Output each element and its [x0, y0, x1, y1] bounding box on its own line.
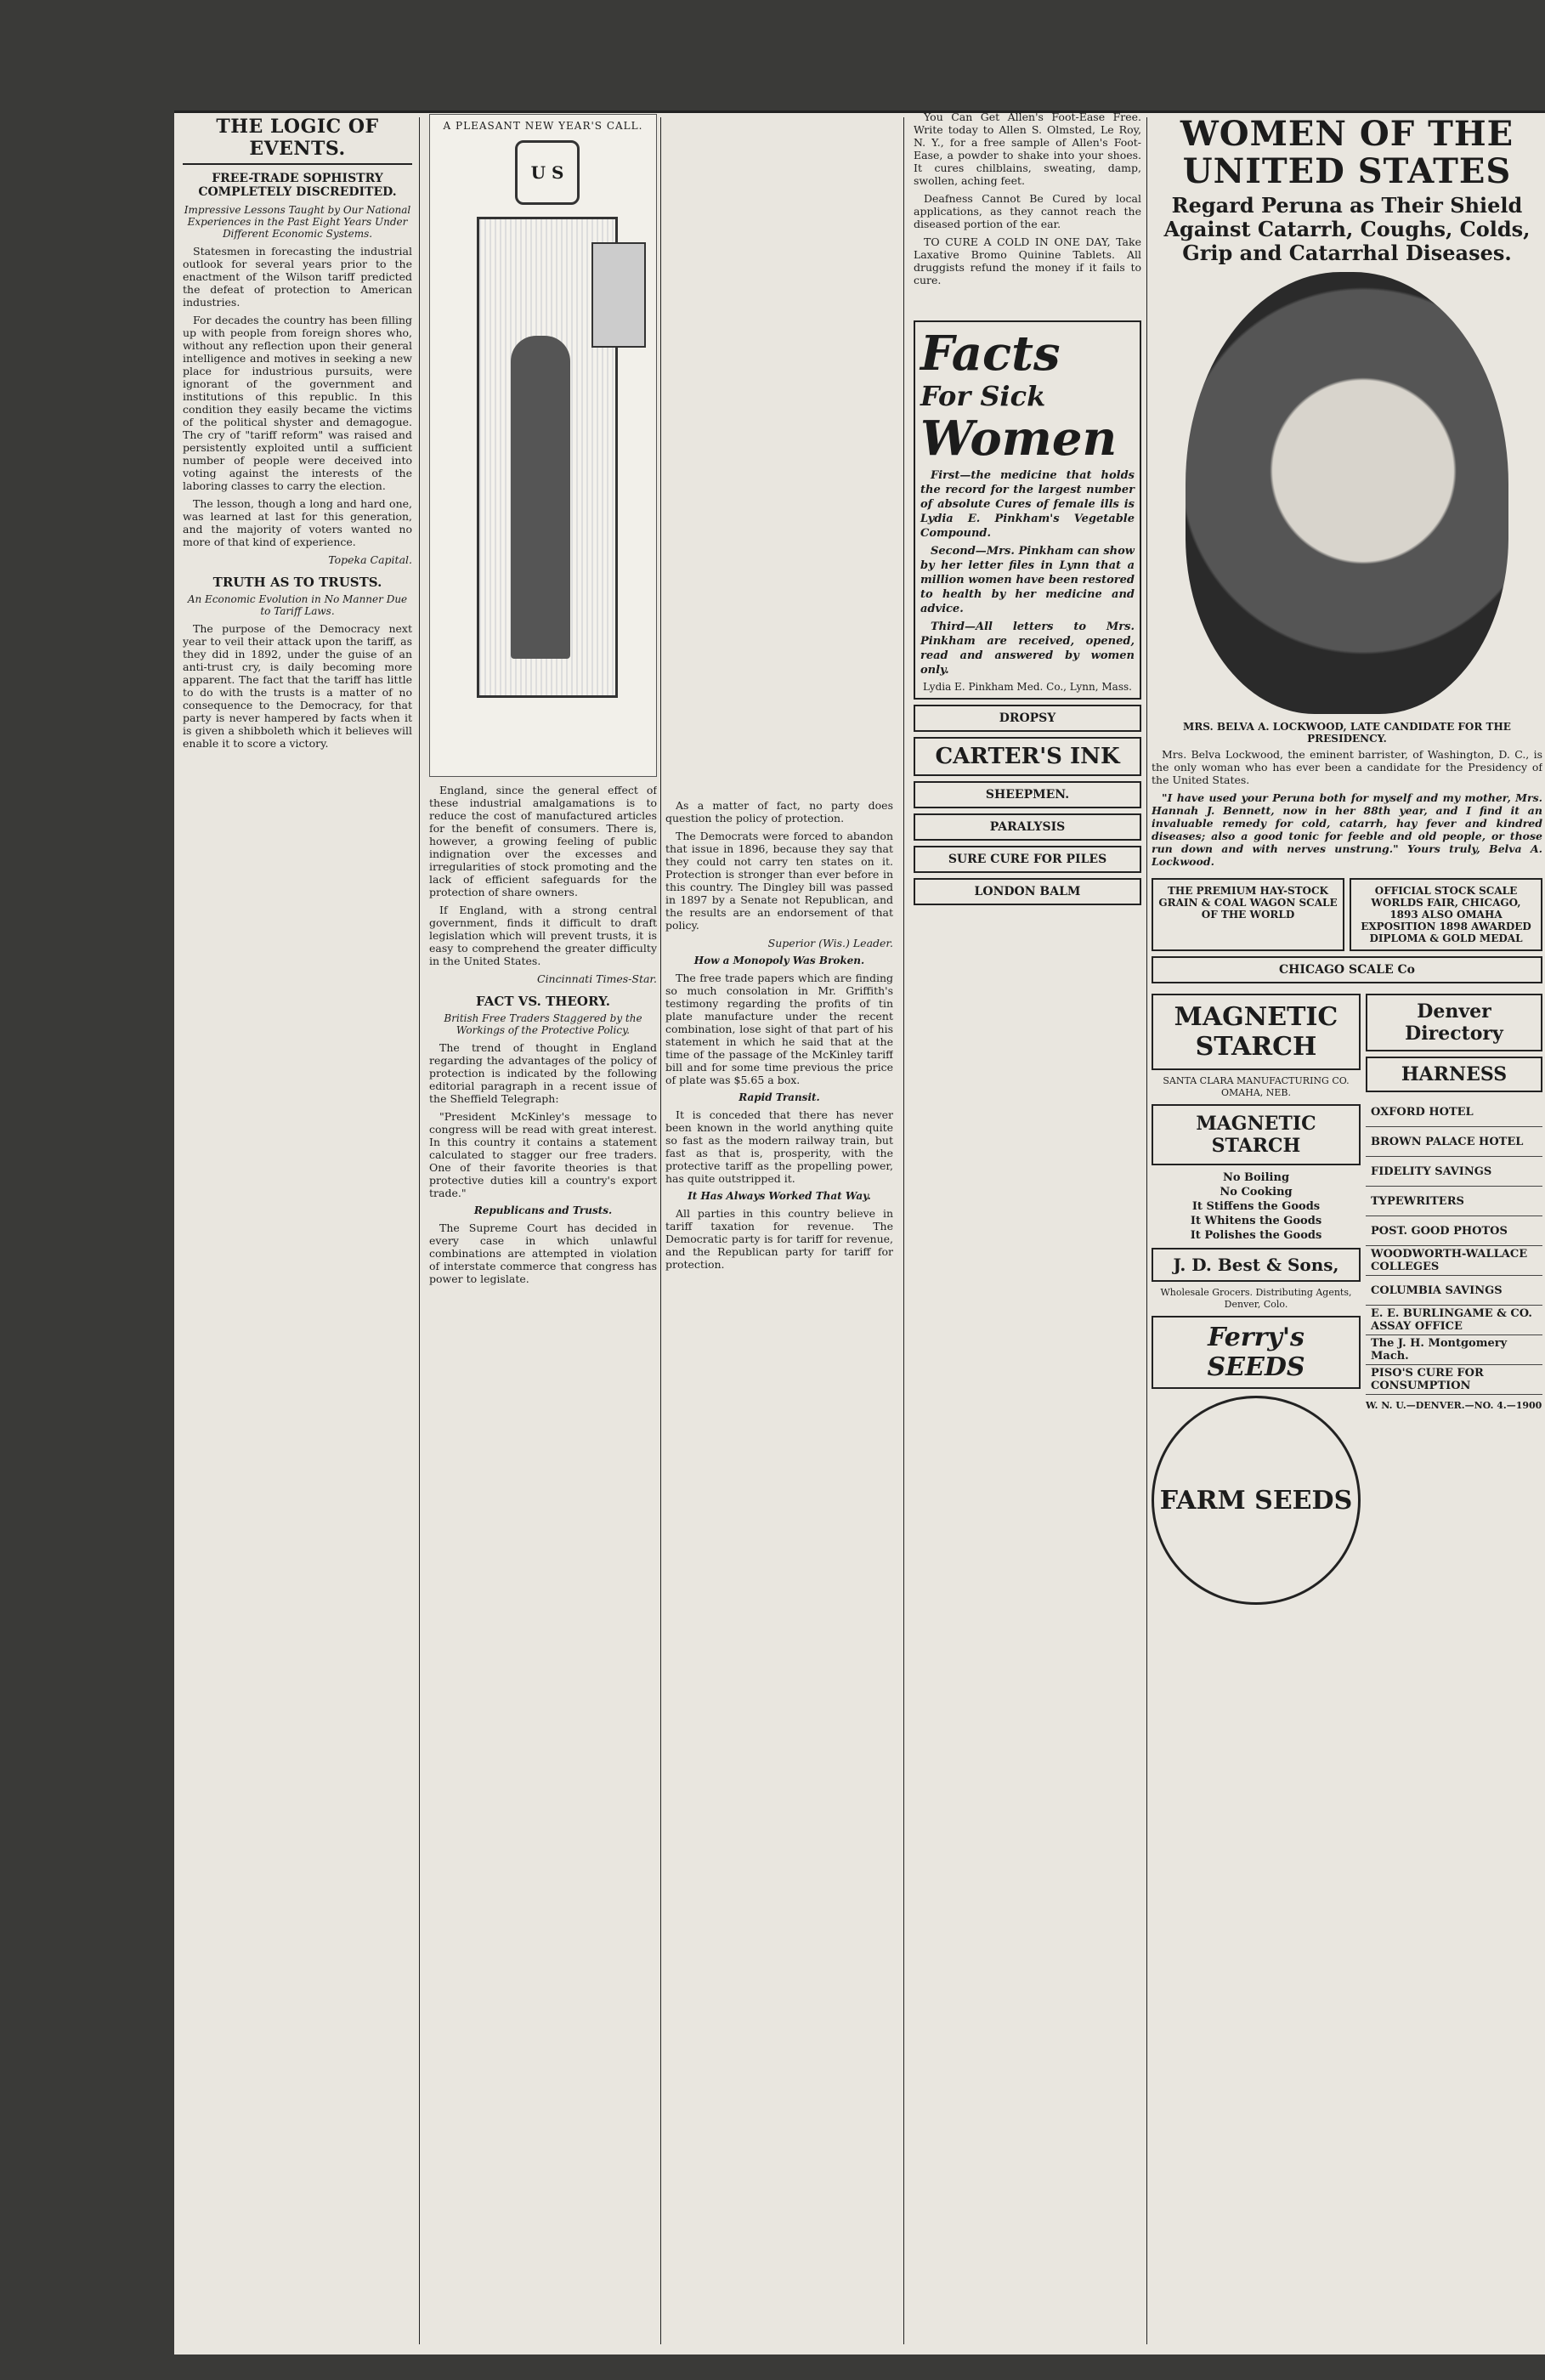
best-sons-ad: J. D. Best & Sons,	[1152, 1248, 1361, 1282]
ad-signature: Lydia E. Pinkham Med. Co., Lynn, Mass.	[923, 681, 1132, 693]
small-ad: You Can Get Allen's Foot-Ease Free. Write today to Allen S. Olmsted, Le Roy, N. Y., for a free sample of Allen's Foot-Ease, a powder to shake into your shoes. It cures chilblains, sweating, damp, swollen, aching feet.	[914, 110, 1141, 187]
ad-text: Third—All letters to Mrs. Pinkham are received, opened, read and answered by women only.	[920, 620, 1135, 677]
article-subdeck: An Economic Evolution in No Manner Due to Tariff Laws.	[187, 593, 408, 617]
column-2	[429, 110, 657, 2346]
paralysis-ad: PARALYSIS	[914, 813, 1141, 841]
paragraph: Statesmen in forecasting the industrial outlook for several years prior to the enactment of the Wilson tariff predicted the defeat of protection to American industries.	[183, 245, 412, 309]
directory-entry: PISO'S CURE FOR CONSUMPTION	[1366, 1365, 1542, 1395]
column-4	[914, 110, 1141, 2346]
directory-entry: OXFORD HOTEL	[1366, 1097, 1542, 1127]
small-ad: TO CURE A COLD IN ONE DAY, Take Laxative Bromo Quinine Tablets. All druggists refund the money if it fails to cure.	[914, 235, 1141, 286]
directory-entry: COLUMBIA SAVINGS	[1366, 1276, 1542, 1306]
paragraph: If England, with a strong central government, finds it difficult to draft legislation which will prevent trusts, it is easy to comprehend the greater difficulty in the United States.	[429, 904, 657, 967]
column-3	[665, 110, 893, 2346]
woman-figure	[511, 336, 570, 659]
magnetic-starch-ad: MAGNETIC STARCH	[1152, 994, 1361, 1070]
newspaper-page	[174, 110, 1545, 2354]
column-rule	[419, 117, 420, 2344]
carters-ink-ad: CARTER'S INK	[914, 737, 1141, 776]
column-1	[183, 110, 412, 2346]
ad-text: Second—Mrs. Pinkham can show by her letter files in Lynn that a million women have been restored to health by her medicine and advice.	[920, 545, 1135, 615]
article-subdeck: Impressive Lessons Taught by Our National Experiences in the Past Eight Years Under Different Economic Systems.	[184, 204, 411, 240]
column-rule	[660, 117, 661, 2344]
starch-features	[1152, 1170, 1361, 1243]
starch-feature: No Cooking	[1220, 1186, 1293, 1198]
directory-entry: E. E. BURLINGAME & CO. ASSAY OFFICE	[1366, 1306, 1542, 1335]
wnu-footer: W. N. U.—DENVER.—NO. 4.—1900	[1366, 1400, 1542, 1411]
article-headline: Republicans and Trusts.	[473, 1204, 613, 1216]
pinkham-ad	[914, 320, 1141, 700]
illustration	[429, 114, 657, 777]
directory-entry: The J. H. Montgomery Mach.	[1366, 1335, 1542, 1365]
directory-entry: WOODWORTH-WALLACE COLLEGES	[1366, 1246, 1542, 1276]
column-5	[1152, 110, 1542, 2346]
paragraph: The Democrats were forced to abandon that issue in 1896, because they say that they could not carry ten states on it. Protection is stronger than ever before in this country. The Dingley bill was passed in 1897 by a Senate not Republican, and the results are an endorsement of that policy.	[665, 830, 893, 932]
column-rule	[1146, 117, 1147, 2344]
paragraph: England, since the general effect of these industrial amalgamations is to reduce the cost of manufactured articles for the benefit of consumers. There is, however, a growing feeling of public indignation over the excesses and irregularities of stock promoting and the lack of efficient safeguards for the protection of share owners.	[429, 784, 657, 898]
starch-feature: No Boiling	[1222, 1171, 1290, 1184]
article-headline: Rapid Transit.	[739, 1091, 820, 1103]
article-source: Cincinnati Times-Star.	[537, 972, 657, 985]
starch-feature: It Polishes the Goods	[1190, 1229, 1322, 1242]
scale-ad-right: OFFICIAL STOCK SCALE WORLDS FAIR, CHICAGO, 1893 ALSO OMAHA EXPOSITION 1898 AWARDED DIPLOMA & GOLD MEDAL	[1350, 878, 1542, 951]
paragraph: It is conceded that there has never been known in the world anything quite so fast as the modern railway train, but fast as that is, prosperity, with the protective tariff as the propelling power, has quite outstripped it.	[665, 1108, 893, 1185]
directory-entry: FIDELITY SAVINGS	[1366, 1157, 1542, 1187]
window-drawing	[591, 242, 646, 348]
harness-ad: HARNESS	[1366, 1057, 1542, 1092]
paragraph: All parties in this country believe in tariff taxation for revenue. The Democratic party is for tariff for revenue, and the Republican party for tariff for protection.	[665, 1207, 893, 1271]
portrait-caption: MRS. BELVA A. LOCKWOOD, LATE CANDIDATE FOR THE PRESIDENCY.	[1183, 721, 1511, 745]
paragraph: The free trade papers which are finding so much consolation in Mr. Griffith's testimony regarding the profits of tin plate manufacture under the recent combination, lose sight of that part of his statement in which he said that at the time of the passage of the McKinley tariff bill and for some time previous the price of plate was $5.65 a box.	[665, 972, 893, 1086]
ad-title: Facts	[920, 326, 1061, 382]
article-headline: TRUTH AS TO TRUSTS.	[212, 575, 382, 590]
article-deck: FREE-TRADE SOPHISTRY COMPLETELY DISCREDITED.	[198, 172, 397, 199]
article-headline: It Has Always Worked That Way.	[688, 1190, 871, 1202]
magnetic-starch-maker: SANTA CLARA MANUFACTURING CO. OMAHA, NEB.	[1163, 1075, 1350, 1098]
piles-ad: SURE CURE FOR PILES	[914, 846, 1141, 873]
dropsy-ad: DROPSY	[914, 705, 1141, 732]
paragraph: The purpose of the Democracy next year to veil their attack upon the tariff, as they did in 1892, under the guise of an anti-trust cry, is daily becoming more apparent. The fact that the tariff has little to do with the trusts is a matter of no consequence to the Democracy, for that party is never hampered by facts when it is given a shibboleth which it believes will enable it to score a victory.	[183, 622, 412, 750]
article-headline: FACT VS. THEORY.	[476, 994, 610, 1009]
paragraph: The lesson, though a long and hard one, was learned at last for this generation, and the majority of voters wanted no more of that kind of experience.	[183, 497, 412, 548]
sheepmen-ad: SHEEPMEN.	[914, 781, 1141, 808]
article-headline: How a Monopoly Was Broken.	[693, 955, 865, 966]
peruna-headline: WOMEN OF THE UNITED STATES	[1180, 114, 1514, 191]
peruna-subhead: Regard Peruna as Their Shield Against Catarrh, Coughs, Colds, Grip and Catarrhal Diseases.	[1163, 193, 1531, 265]
farm-seeds-ad: FARM SEEDS	[1152, 1396, 1361, 1605]
paragraph: For decades the country has been filling up with people from foreign shores who, without any reflection upon their general intelligence and motives in seeking a new place for industrious pursuits, were ignorant of the government and institutions of this republic. In this condition they easily became the victims of the political shyster and demagogue. The cry of "tariff reform" was raised and persistently exploited until a sufficient number of people were deceived into voting against the interests of the laboring classes to carry the election.	[183, 314, 412, 492]
article-subdeck: British Free Traders Staggered by the Workings of the Protective Policy.	[444, 1012, 642, 1036]
column-rule	[903, 117, 904, 2344]
paragraph: Mrs. Belva Lockwood, the eminent barrister, of Washington, D. C., is the only woman who has ever been a candidate for the Presidency of the United States.	[1152, 748, 1542, 786]
article-source: Topeka Capital.	[328, 553, 412, 566]
starch-feature: It Whitens the Goods	[1190, 1215, 1322, 1227]
small-ad: Deafness Cannot Be Cured by local applications, as they cannot reach the diseased portion of the ear.	[914, 192, 1141, 230]
best-sons-sub: Wholesale Grocers. Distributing Agents, Denver, Colo.	[1160, 1287, 1352, 1310]
ad-title: Women	[920, 411, 1118, 467]
paragraph: The Supreme Court has decided in every case in which unlawful combinations are attempted in violation of interstate commerce that congress has power to legislate.	[429, 1221, 657, 1285]
paragraph: As a matter of fact, no party does question the policy of protection.	[665, 799, 893, 824]
paragraph: "President McKinley's message to congress will be read with great interest. In this country it contains a statement calculated to stagger our free traders. One of their favorite theories is that protective duties kill a country's export trade."	[429, 1110, 657, 1199]
denver-directory-title: Denver Directory	[1366, 994, 1542, 1051]
ad-text: First—the medicine that holds the record for the largest number of absolute Cures of female ills is Lydia E. Pinkham's Vegetable Compound.	[920, 469, 1135, 540]
illustration-title: A PLEASANT NEW YEAR'S CALL.	[443, 120, 643, 132]
magnetic-starch-ad-2: MAGNETIC STARCH	[1152, 1104, 1361, 1165]
ad-title: For Sick	[920, 380, 1046, 412]
shield-emblem: U S	[515, 140, 580, 205]
directory-entry: TYPEWRITERS	[1366, 1187, 1542, 1216]
article-source: Superior (Wis.) Leader.	[767, 937, 893, 949]
starch-feature: It Stiffens the Goods	[1191, 1200, 1321, 1213]
directory-entry: BROWN PALACE HOTEL	[1366, 1127, 1542, 1157]
directory-entry: POST. GOOD PHOTOS	[1366, 1216, 1542, 1246]
ferry-seeds-ad: Ferry's SEEDS	[1152, 1316, 1361, 1389]
scale-ad-bottom: CHICAGO SCALE Co	[1152, 956, 1542, 983]
paragraph: The trend of thought in England regarding the advantages of the policy of protection is indicated by the following editorial paragraph in a recent issue of the Sheffield Telegraph:	[429, 1041, 657, 1105]
testimonial-quote: "I have used your Peruna both for myself and my mother, Mrs. Hannah J. Bennett, now in her 88th year, and I find it an invaluable remedy for cold, catarrh, hay fever and kindred diseases; also a good tonic for feeble and old people, or those run down and with nerves unstrung." Yours truly, Belva A. Lockwood.	[1152, 791, 1542, 868]
scale-ad	[1152, 873, 1542, 956]
scale-ad-left: THE PREMIUM HAY-STOCK GRAIN & COAL WAGON SCALE OF THE WORLD	[1152, 878, 1344, 951]
article-headline: THE LOGIC OF EVENTS.	[183, 116, 412, 165]
london-balm-ad: LONDON BALM	[914, 878, 1141, 905]
portrait-illustration	[1186, 272, 1508, 714]
